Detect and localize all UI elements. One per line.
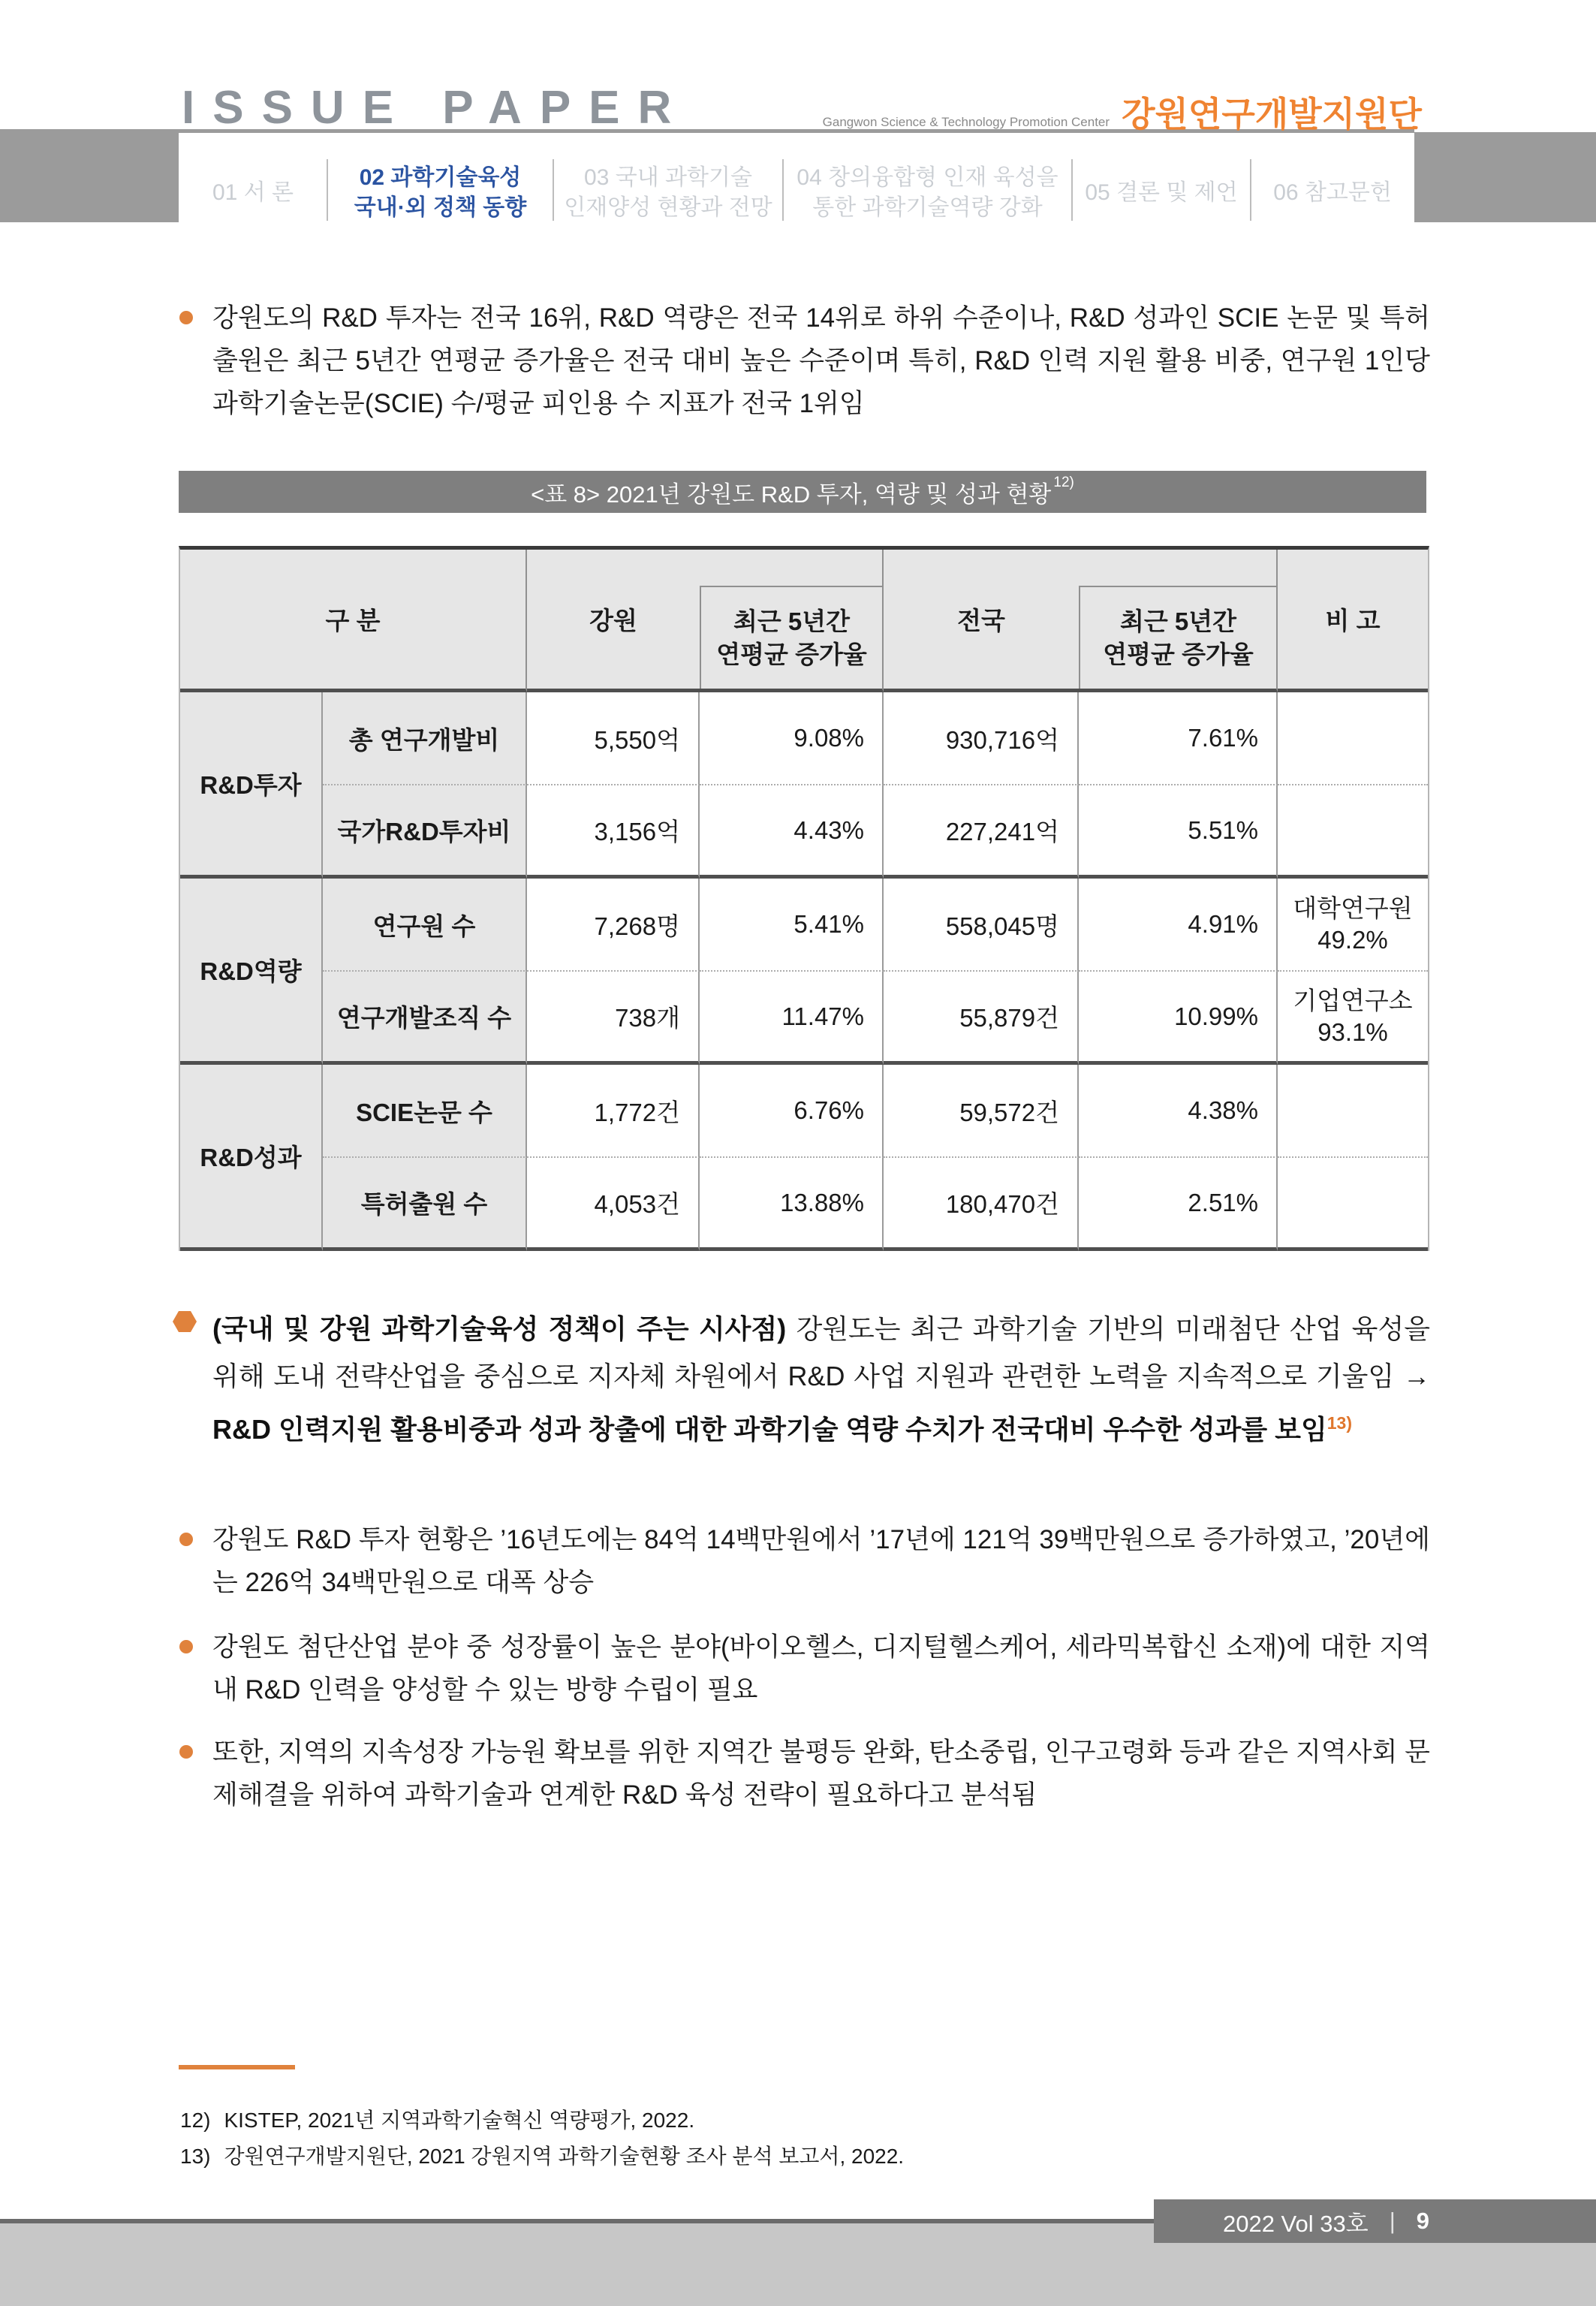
cell-nation-value: 558,045명 <box>884 879 1079 972</box>
nav-item-label: 03 국내 과학기술 <box>584 164 752 190</box>
nav-item-label: 02 과학기술육성 <box>359 164 522 190</box>
footnotes <box>180 2103 904 2175</box>
row-item-label: 연구개발조직 수 <box>323 972 527 1065</box>
nav-item-04-capability[interactable] <box>783 133 1072 222</box>
footnote-ref: 12) <box>180 2109 211 2132</box>
cell-nation-value: 180,470건 <box>884 1158 1079 1251</box>
cell-nation-cagr: 10.99% <box>1079 972 1278 1065</box>
cell-nation-cagr: 5.51% <box>1079 785 1278 879</box>
row-item-label: 총 연구개발비 <box>323 692 527 785</box>
cell-gangwon-cagr: 9.08% <box>700 692 884 785</box>
footnote-13 <box>180 2139 904 2175</box>
cell-nation-cagr: 4.38% <box>1079 1065 1278 1158</box>
nav-item-label2: 통한 과학기술역량 강화 <box>812 194 1043 220</box>
nav-item-05-conclusion[interactable] <box>1072 133 1251 222</box>
col-header-nation-cagr <box>1079 550 1278 692</box>
org-branding <box>822 87 1422 134</box>
cell-gangwon-cagr: 4.43% <box>700 785 884 879</box>
cell-nation-value: 55,879건 <box>884 972 1079 1065</box>
nav-item-06-references[interactable] <box>1251 133 1414 222</box>
bullet-circle-icon <box>179 1745 193 1759</box>
cell-note: 대학연구원 49.2% <box>1278 879 1428 972</box>
cagr-header-box: 최근 5년간 연평균 증가율 <box>1079 586 1276 689</box>
cell-gangwon-value: 3,156억 <box>527 785 700 879</box>
cell-gangwon-value: 738개 <box>527 972 700 1065</box>
cell-nation-cagr: 7.61% <box>1079 692 1278 785</box>
bullet-paragraph-hightech-fields: 강원도 첨단산업 분야 중 성장률이 높은 분야(바이오헬스, 디지털헬스케어, 세라믹복합신 소재)에 대한 지역내 R&D 인력을 양성할 수 있는 방향 수립이 필요 <box>212 1632 1430 1705</box>
bullet-paragraph-investment-trend: 강원도 R&D 투자 현황은 ’16년도에는 84억 14백만원에서 ’17년에 121억 39백만원으로 증가하였고, ’20년에는 226억 34백만원으로 대폭 상승 <box>212 1525 1430 1597</box>
footnote-text: KISTEP, 2021년 지역과학기술혁신 역량평가, 2022. <box>224 2109 695 2132</box>
bullet-paragraph-regional-issues: 또한, 지역의 지속성장 가능원 확보를 위한 지역간 불평등 완화, 탄소중립, 인구고령화 등과 같은 지역사회 문제해결을 위하여 과학기술과 연계한 R&D 육성 전략이 필요하다고 분석됨 <box>212 1738 1430 1810</box>
table-title-footnote-ref: 12) <box>1053 475 1074 490</box>
nav-item-02-policy-trends[interactable] <box>327 133 553 222</box>
insight-paragraph <box>212 1305 1430 1453</box>
cell-nation-cagr: 4.91% <box>1079 879 1278 972</box>
cell-gangwon-cagr: 13.88% <box>700 1158 884 1251</box>
rd-status-table <box>179 546 1429 1251</box>
footer-issue-box <box>1154 2199 1596 2243</box>
header-right-gray-block <box>1414 132 1596 222</box>
nav-item-label: 01 서 론 <box>212 179 294 205</box>
issue-label: 2022 Vol 33호 <box>1222 2210 1369 2237</box>
group-rd-performance: R&D성과 <box>180 1065 323 1251</box>
cell-gangwon-value: 4,053건 <box>527 1158 700 1251</box>
col-header-gangwon: 강원 <box>527 550 700 692</box>
col-header-note: 비 고 <box>1278 550 1428 692</box>
row-item-label: SCIE논문 수 <box>323 1065 527 1158</box>
insight-bold-tail: → R&D 인력지원 활용비중과 성과 창출에 대한 과학기술 역량 수치가 전국대비 우수한 성과를 보임 <box>212 1361 1430 1445</box>
cell-note: 기업연구소 93.1% <box>1278 972 1428 1065</box>
row-item-label: 국가R&D투자비 <box>323 785 527 879</box>
insight-footnote-ref: 13) <box>1326 1413 1352 1433</box>
cell-note <box>1278 1158 1428 1251</box>
cell-nation-value: 59,572건 <box>884 1065 1079 1158</box>
bullet-circle-icon <box>179 1533 193 1546</box>
cell-gangwon-value: 5,550억 <box>527 692 700 785</box>
col-header-nation: 전국 <box>884 550 1079 692</box>
footnote-ref: 13) <box>180 2145 211 2168</box>
nav-item-label: 06 참고문헌 <box>1273 179 1392 205</box>
cell-gangwon-cagr: 11.47% <box>700 972 884 1065</box>
insight-bold-lead: (국내 및 강원 과학기술육성 정책이 주는 시사점) <box>212 1313 787 1344</box>
cagr-header-box: 최근 5년간 연평균 증가율 <box>700 586 882 689</box>
table-title: <표 8> 2021년 강원도 R&D 투자, 역량 및 성과 현황 <box>531 481 1052 508</box>
bullet-circle-icon <box>179 1640 193 1653</box>
footnote-separator-line <box>179 2065 295 2069</box>
bullet-hexagon-icon <box>173 1311 197 1332</box>
cell-nation-value: 930,716억 <box>884 692 1079 785</box>
insight-body: 강원도는 최근 과학기술 기반의 미래첨단 산업 육성을 위해 도내 전략산업을 중심으로 지자체 차원에서 R&D 사업 지원과 관련한 노력을 지속적으로 기울임 <box>212 1313 1430 1391</box>
footer-divider: | <box>1389 2208 1396 2234</box>
nav-item-label: 04 창의융합형 인재 육성을 <box>796 164 1058 190</box>
cell-nation-cagr: 2.51% <box>1079 1158 1278 1251</box>
section-nav <box>179 133 1414 222</box>
col-header-category: 구 분 <box>180 550 527 692</box>
org-name-english: Gangwon Science & Technology Promotion Center <box>822 115 1110 129</box>
nav-item-label2: 인재양성 현황과 전망 <box>564 194 772 220</box>
intro-paragraph: 강원도의 R&D 투자는 전국 16위, R&D 역량은 전국 14위로 하위 수준이나, R&D 성과인 SCIE 논문 및 특허출원은 최근 5년간 연평균 증가율은 전국 대비 높은 수준이며 특히, R&D 인력 지원 활용 비중, 연구원 1인당 과학기술논문(SCIE) 수/평균 피인용 수 지표가 전국 1위임 <box>212 303 1430 418</box>
row-item-label: 연구원 수 <box>323 879 527 972</box>
header-left-gray-block <box>0 129 179 222</box>
footnote-text: 강원연구개발지원단, 2021 강원지역 과학기술현황 조사 분석 보고서, 2022. <box>224 2145 905 2168</box>
footnote-12 <box>180 2103 904 2139</box>
nav-item-label2: 국내·외 정책 동향 <box>354 194 527 220</box>
masthead-title: ISSUE PAPER <box>182 82 690 134</box>
table-title-bar <box>179 471 1426 513</box>
nav-item-03-talent-status[interactable] <box>553 133 783 222</box>
bullet-circle-icon <box>179 311 193 324</box>
page-number: 9 <box>1416 2208 1430 2234</box>
org-name-korean: 강원연구개발지원단 <box>1122 95 1422 134</box>
cell-gangwon-value: 7,268명 <box>527 879 700 972</box>
cell-note <box>1278 1065 1428 1158</box>
cell-gangwon-cagr: 6.76% <box>700 1065 884 1158</box>
cell-gangwon-value: 1,772건 <box>527 1065 700 1158</box>
col-header-gangwon-cagr <box>700 550 884 692</box>
cell-note <box>1278 692 1428 785</box>
group-rd-investment: R&D투자 <box>180 692 323 879</box>
nav-item-label: 05 결론 및 제언 <box>1085 179 1238 205</box>
cell-note <box>1278 785 1428 879</box>
group-rd-capacity: R&D역량 <box>180 879 323 1065</box>
cell-gangwon-cagr: 5.41% <box>700 879 884 972</box>
cell-nation-value: 227,241억 <box>884 785 1079 879</box>
row-item-label: 특허출원 수 <box>323 1158 527 1251</box>
nav-item-01-intro[interactable] <box>179 133 327 222</box>
